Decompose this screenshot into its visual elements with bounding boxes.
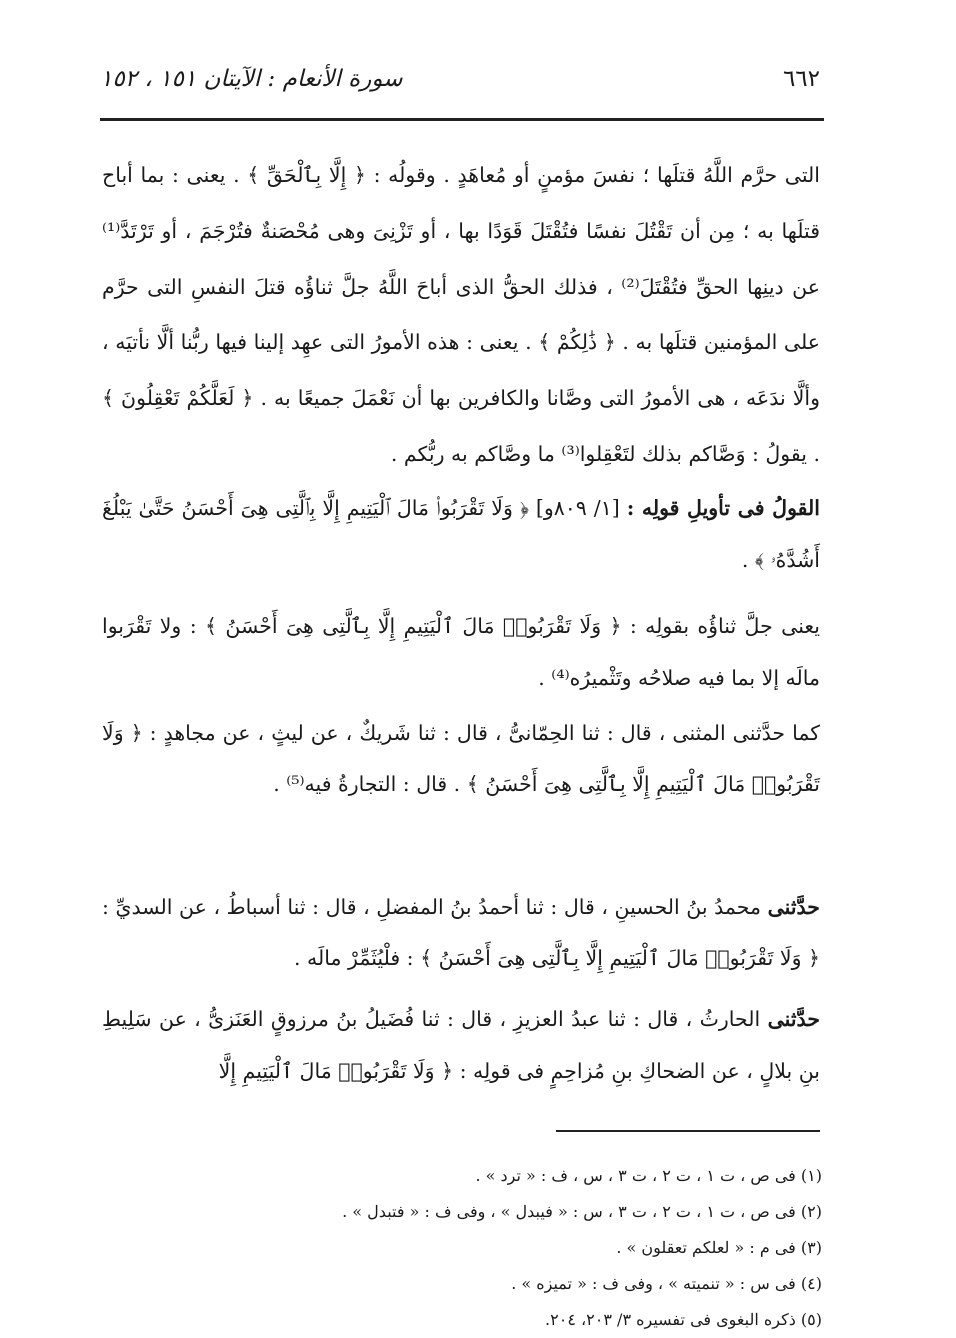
footnote: (٥) ذكره البغوى فى تفسيره ٣/ ٢٠٣، ٢٠٤. [545,1310,822,1329]
section-heading: القولُ فى تأويلِ قولِه : [626,496,820,520]
footnote-rule [556,1130,820,1132]
footnote: (٢) فى ص ، ت ١ ، ت ٢ ، ت ٣ ، س : « فيبدل » ، وفى ف : « فتبدل » . [342,1202,822,1221]
narration-lead: حدَّثنى [767,1007,820,1031]
paragraph-4: كما حدَّثنى المثنى ، قال : ثنا الحِمّانىُّ ، قال : ثنا شَريكٌ ، عن ليثٍ ، عن مجاهدٍ : ﴿ وَلَا تَقْرَبُوا۟ مَالَ ٱلْيَتِيمِ إِلَّا بِٱلَّتِى هِىَ أَحْسَنُ ﴾ . قال : التجارةُ فيه⁽⁵⁾ . [102,721,820,796]
page-number: ٦٦٢ [782,66,820,92]
footnote: (٤) فى س : « تنميته » ، وفى ف : « تميزه » . [511,1274,822,1293]
running-header [100,66,820,106]
manuscript-reference: [١/ ٨٠٩و] [535,496,620,520]
footnote: (٣) فى م : « لعلكم تعقلون » . [616,1238,822,1257]
paragraph-3: يعنى جلَّ ثناؤُه بقولِه : ﴿ وَلَا تَقْرَبُوا۟ مَالَ ٱلْيَتِيمِ إِلَّا بِٱلَّتِى هِىَ أَحْسَنُ ﴾ : ولا تَقْرَبوا مالَه إلا بما فيه صلاحُه وتَثْميرُه⁽⁴⁾ . [102,614,820,690]
paragraph-5 [102,882,820,984]
footnote: (١) فى ص ، ت ١ ، ت ٢ ، ت ٣ ، س ، ف : « ترد » . [475,1166,822,1185]
paragraph-2 [102,482,820,586]
footnotes [200,1158,822,1338]
running-title: سورة الأنعام : الآيتان ١٥١ ، ١٥٢ [100,66,403,92]
narration-text: محمدُ بنُ الحسينِ ، قال : ثنا أحمدُ بنُ المفضلِ ، قال : ثنا أسباطُ ، عن السديِّ : ﴿ وَلَا تَقْرَبُوا۟ مَالَ ٱلْيَتِيمِ إِلَّا بِٱلَّتِى هِىَ أَحْسَنُ ﴾ : فلْيُثَمِّرْ مالَه . [102,895,820,970]
narration-lead: حدَّثنى [767,895,820,919]
narration-text: الحارثُ ، قال : ثنا عبدُ العزيزِ ، قال : ثنا فُضَيلُ بنُ مرزوقٍ العَنَزىُّ ، عن سَلِيطِ بنِ بلالٍ ، عن الضحاكِ بنِ مُزاحِمٍ فى قولِه : ﴿ وَلَا تَقْرَبُوا۟ مَالَ ٱلْيَتِيمِ إِلَّا [102,1007,820,1083]
paragraph-1: التى حرَّم اللَّهُ قتلَها ؛ نفسَ مؤمنٍ أو مُعاهَدٍ . وقولُه : ﴿ إِلَّا بِٱلْحَقِّ ﴾ . يعنى : بما أباح قتلَها به ؛ مِن أن تَقْتُلَ نفسًا فتُقْتَلَ قَوَدًا بها ، أو تَزْنِىَ وهى مُحْصَنةٌ فتُرْجَمَ ، أو تَرْتَدَّ⁽¹⁾ عن دينِها الحقِّ فتُقْتَلَ⁽²⁾ ، فذلك الحقُّ الذى أباحَ اللَّهُ جلَّ ثناؤُه قتلَ النفسِ التى حرَّم على المؤمنين قتلَها به . ﴿ ذَٰلِكُمْ ﴾ . يعنى : هذه الأمورُ التى عهِد إلينا فيها ربُّنا ألَّا نأتيَه ، وألَّا ندَعَه ، هى الأمورُ التى وصَّانا والكافرين بها أن نَعْمَلَ جميعًا به . ﴿ لَعَلَّكُمْ تَعْقِلُونَ ﴾ . يقولُ : وَصَّاكم بذلك لتَعْقِلوا⁽³⁾ ما وصَّاكم به ربُّكم . [102,163,821,466]
header-rule [100,118,824,121]
paragraph-6 [102,993,820,1097]
verse-quote: ﴿ وَلَا تَقْرَبُوا۟ مَالَ ٱلْيَتِيمِ إِلَّا بِٱلَّتِى هِىَ أَحْسَنُ حَتَّىٰ يَبْلُغَ أَشُدَّهُۥ ﴾ . [102,496,820,572]
